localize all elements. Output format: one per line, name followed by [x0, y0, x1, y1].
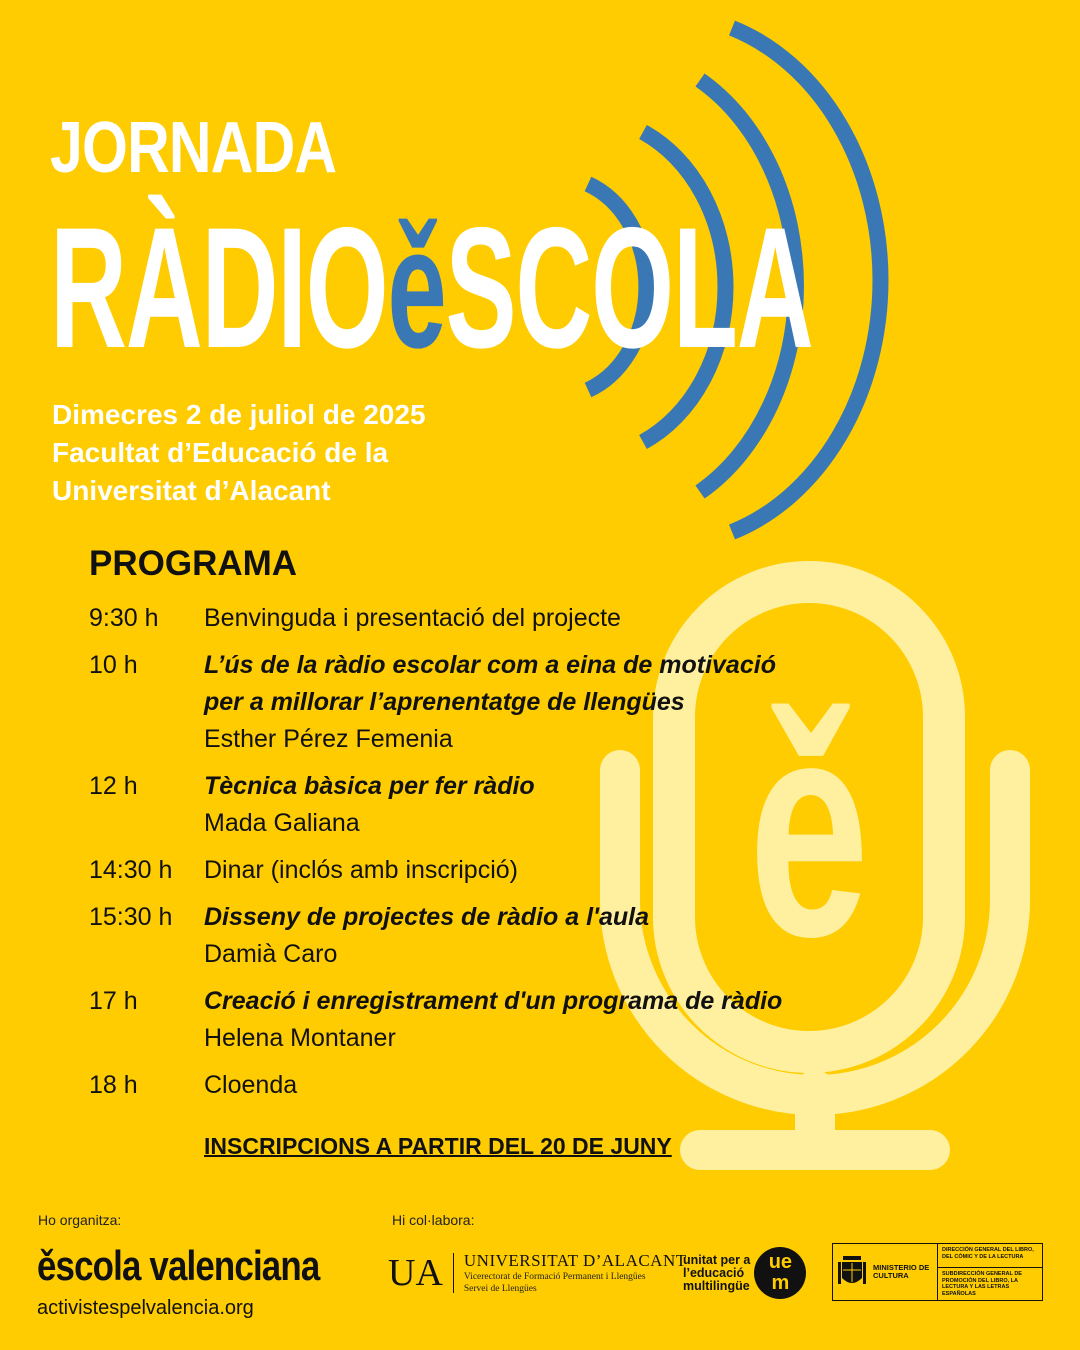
talk-title: Creació i enregistrament d'un programa de ràdio [204, 987, 783, 1015]
talk-title-line1: L’ús de la ràdio escolar com a eina de motivació [204, 651, 776, 679]
schedule-time: 12 h [89, 772, 138, 800]
talk-title-line2: per a millorar l’aprenentatge de llengües [204, 688, 685, 716]
talk-title: Tècnica bàsica per fer ràdio [204, 772, 535, 800]
uem-mark-icon [754, 1247, 806, 1299]
schedule-time: 17 h [89, 987, 138, 1015]
schedule-row [89, 899, 849, 973]
schedule-activity: Benvinguda i presentació del projecte [204, 604, 621, 632]
mic-letter: ě [748, 654, 870, 1002]
uem-line2: l’educació [683, 1265, 745, 1280]
talk-speaker: Esther Pérez Femenia [204, 725, 453, 753]
title-part-scola: SCOLA [445, 192, 813, 384]
uem-mark-bottom: m [771, 1272, 790, 1294]
schedule-time: 10 h [89, 651, 138, 679]
schedule-time: 18 h [89, 1071, 138, 1099]
ministry-dept-1: DIRECCIÓN GENERAL DEL LIBRO, DEL CÓMIC Y DE LA LECTURA [942, 1247, 1034, 1260]
ministry-name: MINISTERIO DE CULTURA [871, 1244, 938, 1300]
schedule-row [89, 647, 849, 758]
collaborator-label: Hi col·labora: [392, 1212, 475, 1228]
ua-name: UNIVERSITAT D’ALACANT [463, 1251, 687, 1270]
schedule-time: 15:30 h [89, 903, 173, 931]
event-title [50, 192, 813, 384]
event-date: Dimecres 2 de juliol de 2025 [52, 399, 426, 430]
coat-of-arms-icon [833, 1244, 871, 1300]
title-accent-letter: ě [387, 192, 446, 384]
talk-speaker: Helena Montaner [204, 1024, 396, 1052]
event-type-label: JORNADA [50, 108, 337, 188]
schedule-row [89, 768, 849, 842]
uem-logo [683, 1247, 806, 1299]
event-venue-line1: Facultat d’Educació de la [52, 437, 389, 468]
registration-link[interactable]: INSCRIPCIONS A PARTIR DEL 20 DE JUNY [204, 1133, 672, 1159]
title-part-radio: RÀDIO [50, 192, 388, 384]
escola-valenciana-logo: ěscola valenciana [37, 1242, 320, 1289]
uem-mark-top: ue [768, 1251, 793, 1273]
program-heading: PROGRAMA [89, 544, 298, 583]
schedule-row [89, 983, 849, 1057]
schedule-row [89, 852, 849, 889]
ministry-dept-2: SUBDIRECCIÓN GENERAL DE PROMOCIÓN DEL LIBRO, LA LECTURA Y LAS LETRAS ESPAÑOLAS [938, 1267, 1042, 1300]
ministerio-cultura-logo [832, 1243, 1043, 1301]
schedule-row [89, 1067, 849, 1104]
ua-mark: UA [388, 1253, 454, 1293]
organizer-website: activistespelvalencia.org [37, 1297, 254, 1319]
talk-speaker: Mada Galiana [204, 809, 360, 837]
event-info [52, 396, 426, 510]
event-venue-line2: Universitat d’Alacant [52, 475, 331, 506]
uem-line3: multilingüe [683, 1278, 750, 1293]
ua-subtitle-2: Servei de Llengües [463, 1284, 537, 1294]
talk-speaker: Damià Caro [204, 940, 338, 968]
program-schedule [89, 600, 849, 1114]
schedule-time: 9:30 h [89, 604, 159, 632]
schedule-activity: Dinar (inclós amb inscripció) [204, 856, 518, 884]
universitat-alacant-logo [388, 1242, 687, 1304]
schedule-time: 14:30 h [89, 856, 173, 884]
talk-title: Disseny de projectes de ràdio a l'aula [204, 903, 650, 931]
organizer-label: Ho organitza: [38, 1212, 122, 1228]
schedule-row [89, 600, 849, 637]
ua-subtitle-1: Vicerectorat de Formació Permanent i Llengües [463, 1272, 646, 1282]
uem-line1: unitat per a [683, 1252, 751, 1267]
schedule-activity: Cloenda [204, 1071, 298, 1099]
